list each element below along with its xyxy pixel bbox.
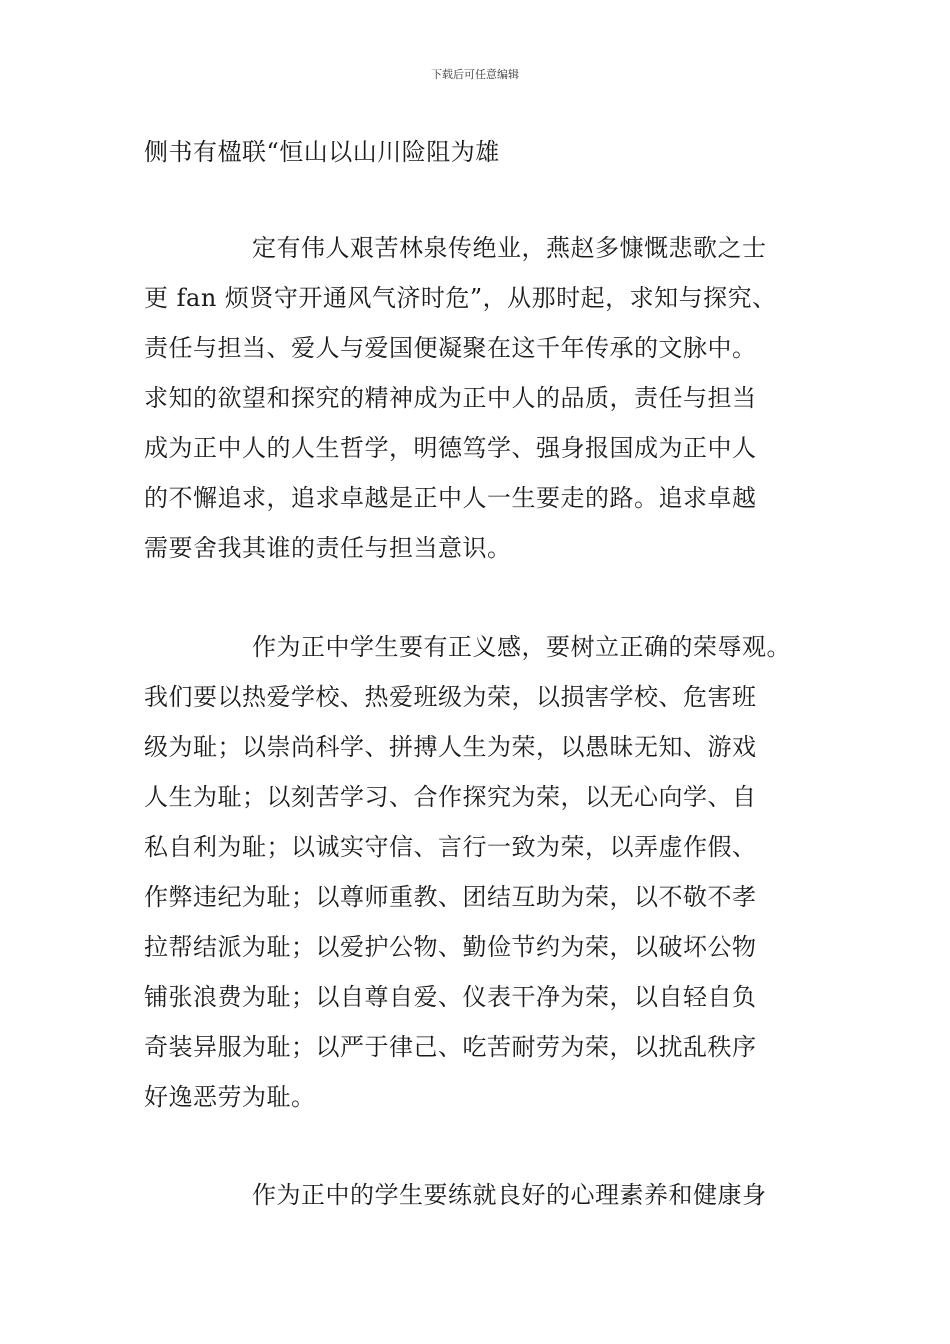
text-line: 我们要以热爱学校、热爱班级为荣，以损害学校、危害班 [144,683,757,711]
text-line: 拉帮结派为耻；以爱护公物、勤俭节约为荣，以破坏公物 [144,933,757,961]
text-line: 求知的欲望和探究的精神成为正中人的品质，责任与担当 [144,384,757,412]
text-line: 需要舍我其谁的责任与担当意识。 [144,534,512,562]
page-header: 下载后可任意编辑 [431,68,519,81]
text-line: 人生为耻；以刻苦学习、合作探究为荣，以无心向学、自 [144,783,757,811]
text-line: 侧书有楹联“恒山以山川险阻为雄 [144,138,500,166]
text-line: 私自利为耻；以诚实守信、言行一致为荣，以弄虚作假、 [144,833,757,861]
text-line: 奇装异服为耻；以严于律己、吃苦耐劳为荣，以扰乱秩序 [144,1033,757,1061]
paragraph-first-line: 作为正中的学生要练就良好的心理素养和健康身 [252,1181,767,1209]
text-line: 级为耻；以崇尚科学、拼搏人生为荣，以愚昧无知、游戏 [144,733,757,761]
paragraph-first-line: 作为正中学生要有正义感，要树立正确的荣辱观。 [252,633,791,661]
text-line: 好逸恶劳为耻。 [144,1083,316,1111]
text-line: 的不懈追求，追求卓越是正中人一生要走的路。追求卓越 [144,484,757,512]
paragraph-first-line: 定有伟人艰苦林泉传绝业，燕赵多慷慨悲歌之士 [252,234,767,262]
text-line: 铺张浪费为耻；以自尊自爱、仪表干净为荣，以自轻自负 [144,983,757,1011]
text-line: 更 fan 烦贤守开通风气济时危”，从那时起，求知与探究、 [144,284,777,312]
text-line: 成为正中人的人生哲学，明德笃学、强身报国成为正中人 [144,434,757,462]
text-line: 作弊违纪为耻；以尊师重教、团结互助为荣，以不敬不孝 [144,883,757,911]
text-line: 责任与担当、爱人与爱国便凝聚在这千年传承的文脉中。 [144,334,757,362]
